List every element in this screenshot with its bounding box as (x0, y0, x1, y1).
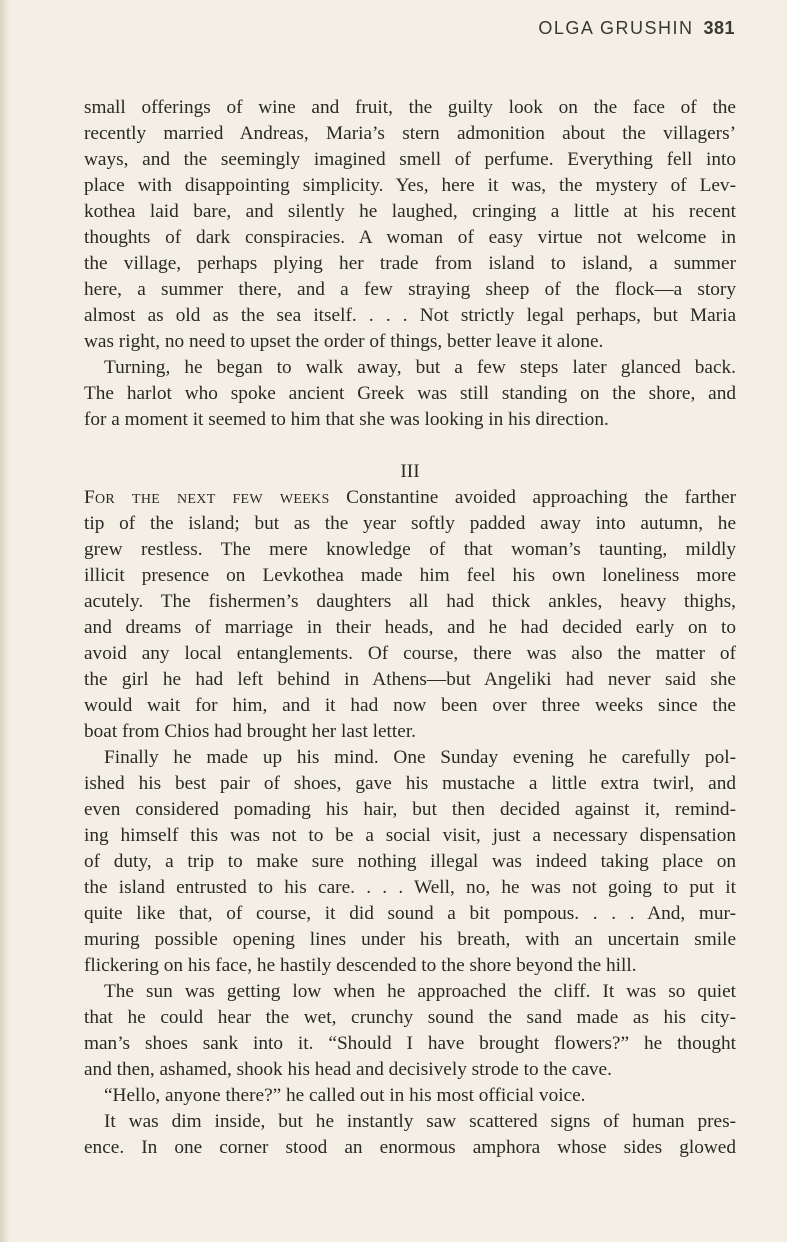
text-line: boat from Chios had brought her last letter. (84, 721, 416, 742)
text-line: acutely. The fishermen’s daughters all had thick ankles, heavy thighs, (84, 591, 736, 612)
text-line: and dreams of marriage in their heads, and he had decided early on to (84, 617, 736, 638)
text-line: quite like that, of course, it did sound a bit pompous. . . . And, mur- (84, 903, 736, 924)
text-line: and then, ashamed, shook his head and decisively strode to the cave. (84, 1059, 612, 1080)
text-line: ished his best pair of shoes, gave his mustache a little extra twirl, and (84, 773, 736, 794)
text-line: ing himself this was not to be a social visit, just a necessary dispensation (84, 825, 736, 846)
section-number: III (400, 461, 420, 482)
text-line: the girl he had left behind in Athens—but Angeliki had never said she (84, 669, 736, 690)
text-line: thoughts of dark conspiracies. A woman of easy virtue not welcome in (84, 227, 736, 248)
section-opening-rest: Constantine avoided approaching the farther (329, 487, 736, 508)
body-text (84, 95, 736, 1161)
text-line: small offerings of wine and fruit, the guilty look on the face of the (84, 97, 736, 118)
text-line: The sun was getting low when he approached the cliff. It was so quiet (104, 981, 736, 1002)
text-line: The harlot who spoke ancient Greek was still standing on the shore, and (84, 383, 736, 404)
text-line: was right, no need to upset the order of things, better leave it alone. (84, 331, 604, 352)
text-line: illicit presence on Levkothea made him feel his own loneliness more (84, 565, 736, 586)
header-author: OLGA GRUSHIN (538, 18, 694, 38)
text-line: It was dim inside, but he instantly saw scattered signs of human pres- (104, 1111, 736, 1132)
text-line: avoid any local entanglements. Of course, there was also the matter of (84, 643, 736, 664)
text-line: almost as old as the sea itself. . . . Not strictly legal perhaps, but Maria (84, 305, 736, 326)
text-line: of duty, a trip to make sure nothing illegal was indeed taking place on (84, 851, 736, 872)
text-line: place with disappointing simplicity. Yes, here it was, the mystery of Lev- (84, 175, 736, 196)
text-line: grew restless. The mere knowledge of that woman’s taunting, mildly (84, 539, 736, 560)
text-line: Finally he made up his mind. One Sunday evening he carefully pol- (104, 747, 736, 768)
text-line: the village, perhaps plying her trade from island to island, a summer (84, 253, 736, 274)
page-number: 381 (703, 18, 735, 38)
text-line: Turning, he began to walk away, but a few steps later glanced back. (104, 357, 736, 378)
text-line: ence. In one corner stood an enormous amphora whose sides glowed (84, 1137, 736, 1158)
text-line: ways, and the seemingly imagined smell of perfume. Everything fell into (84, 149, 736, 170)
text-line: for a moment it seemed to him that she was looking in his direction. (84, 409, 609, 430)
page-gutter-shadow (0, 0, 10, 1242)
section-break-space (84, 433, 736, 459)
text-line: recently married Andreas, Maria’s stern admonition about the villagers’ (84, 123, 736, 144)
text-line: tip of the island; but as the year softly padded away into autumn, he (84, 513, 736, 534)
text-line: that he could hear the wet, crunchy sound the sand made as his city- (84, 1007, 736, 1028)
text-line: here, a summer there, and a few straying sheep of the flock—a story (84, 279, 736, 300)
text-line: flickering on his face, he hastily descended to the shore beyond the hill. (84, 955, 637, 976)
text-line: the island entrusted to his care. . . . Well, no, he was not going to put it (84, 877, 736, 898)
running-header (538, 18, 735, 39)
text-line: man’s shoes sank into it. “Should I have brought flowers?” he thought (84, 1033, 736, 1054)
text-line: even considered pomading his hair, but then decided against it, remind- (84, 799, 736, 820)
text-line: would wait for him, and it had now been over three weeks since the (84, 695, 736, 716)
text-line: “Hello, anyone there?” he called out in his most official voice. (104, 1085, 586, 1106)
text-line (84, 485, 736, 511)
section-opening-smallcaps: For the next few weeks (84, 487, 330, 508)
text-line: muring possible opening lines under his breath, with an uncertain smile (84, 929, 736, 950)
text-line: kothea laid bare, and silently he laughed, cringing a little at his recent (84, 201, 736, 222)
